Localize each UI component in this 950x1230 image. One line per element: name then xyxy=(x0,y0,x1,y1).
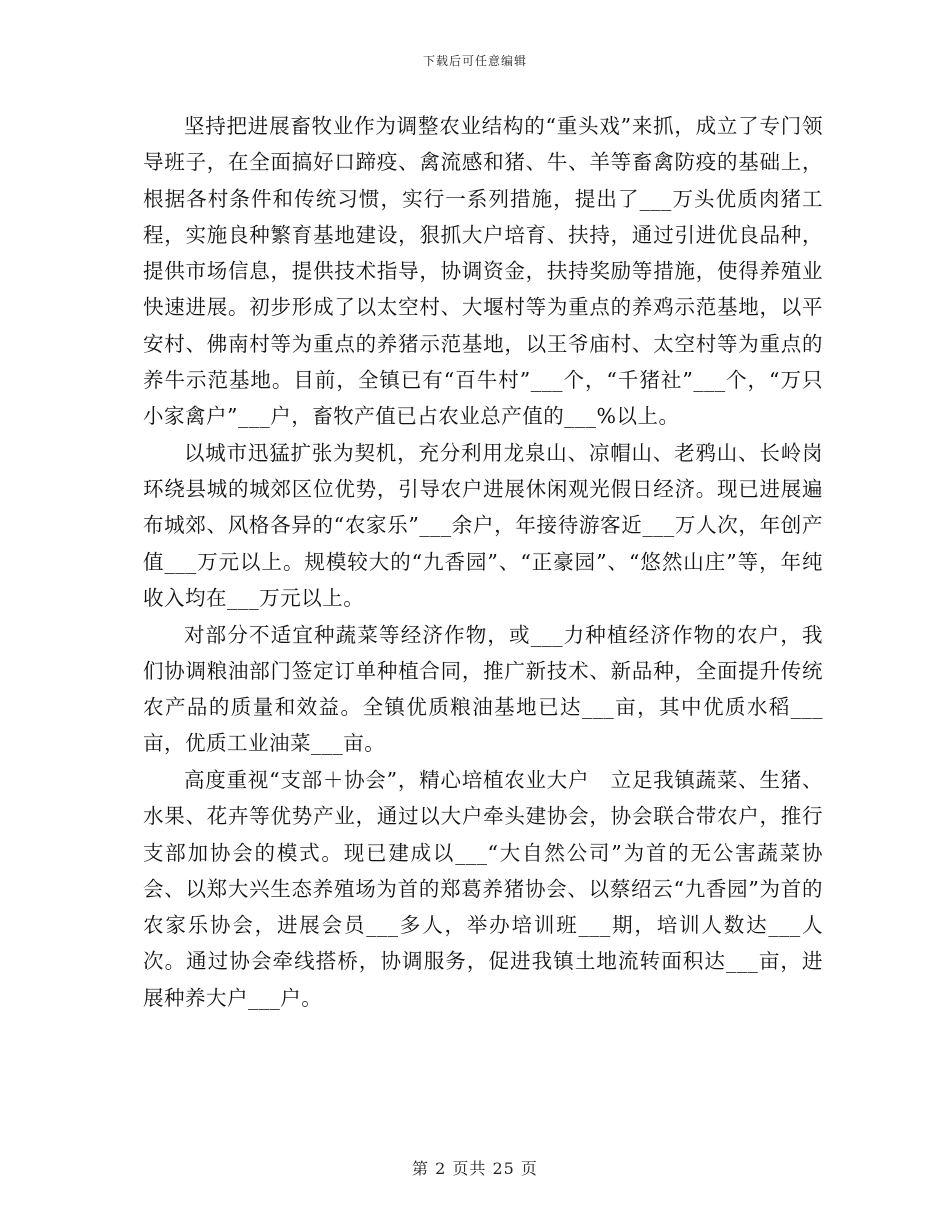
document-body xyxy=(143,108,823,1016)
paragraph-associations: 高度重视“支部＋协会”，精心培植农业大户 立足我镇蔬菜、生猪、水果、花卉等优势产业，通过以大户牵头建协会，协会联合带农户，推行支部加协会的模式。现已建成以___“大自然公司”为首的无公害蔬菜协会、以郑大兴生态养殖场为首的郑葛养猪协会、以蔡绍云“九香园”为首的农家乐协会，进展会员___多人，举办培训班___期，培训人数达___人次。通过协会牵线搭桥，协调服务，促进我镇土地流转面积达___亩，进展种养大户___户。 xyxy=(143,767,823,1010)
paragraph-leisure-tourism: 以城市迅猛扩张为契机，充分利用龙泉山、凉帽山、老鸦山、长岭岗环绕县城的城郊区位优势，引导农户进展休闲观光假日经济。现已进展遍布城郊、风格各异的“农家乐”___余户，年接待游客近___万人次，年创产值___万元以上。规模较大的“九香园”、“正豪园”、“悠然山庄”等，年纯收入均在___万元以上。 xyxy=(143,440,823,611)
page-header: 下载后可任意编辑 xyxy=(422,54,527,68)
page-number: 第 2 页共 25 页 xyxy=(412,1159,538,1178)
paragraph-grain-oil: 对部分不适宜种蔬菜等经济作物，或___力种植经济作物的农户，我们协调粮油部门签定订单种植合同，推广新技术、新品种，全面提升传统农产品的质量和效益。全镇优质粮油基地已达___亩，其中优质水稻___亩，优质工业油菜___亩。 xyxy=(143,622,823,756)
paragraph-livestock: 坚持把进展畜牧业作为调整农业结构的“重头戏”来抓，成立了专门领导班子，在全面搞好口蹄疫、禽流感和猪、牛、羊等畜禽防疫的基础上，根据各村条件和传统习惯，实行一系列措施，提出了___万头优质肉猪工程，实施良种繁育基地建设，狠抓大户培育、扶持，通过引进优良品种，提供市场信息，提供技术指导，协调资金，扶持奖励等措施，使得养殖业快速进展。初步形成了以太空村、大堰村等为重点的养鸡示范基地，以平安村、佛南村等为重点的养猪示范基地，以王爷庙村、太空村等为重点的养牛示范基地。目前，全镇已有“百牛村”___个，“千猪社”___个，“万只小家禽户”___户，畜牧产值已占农业总产值的___%以上。 xyxy=(143,114,823,429)
